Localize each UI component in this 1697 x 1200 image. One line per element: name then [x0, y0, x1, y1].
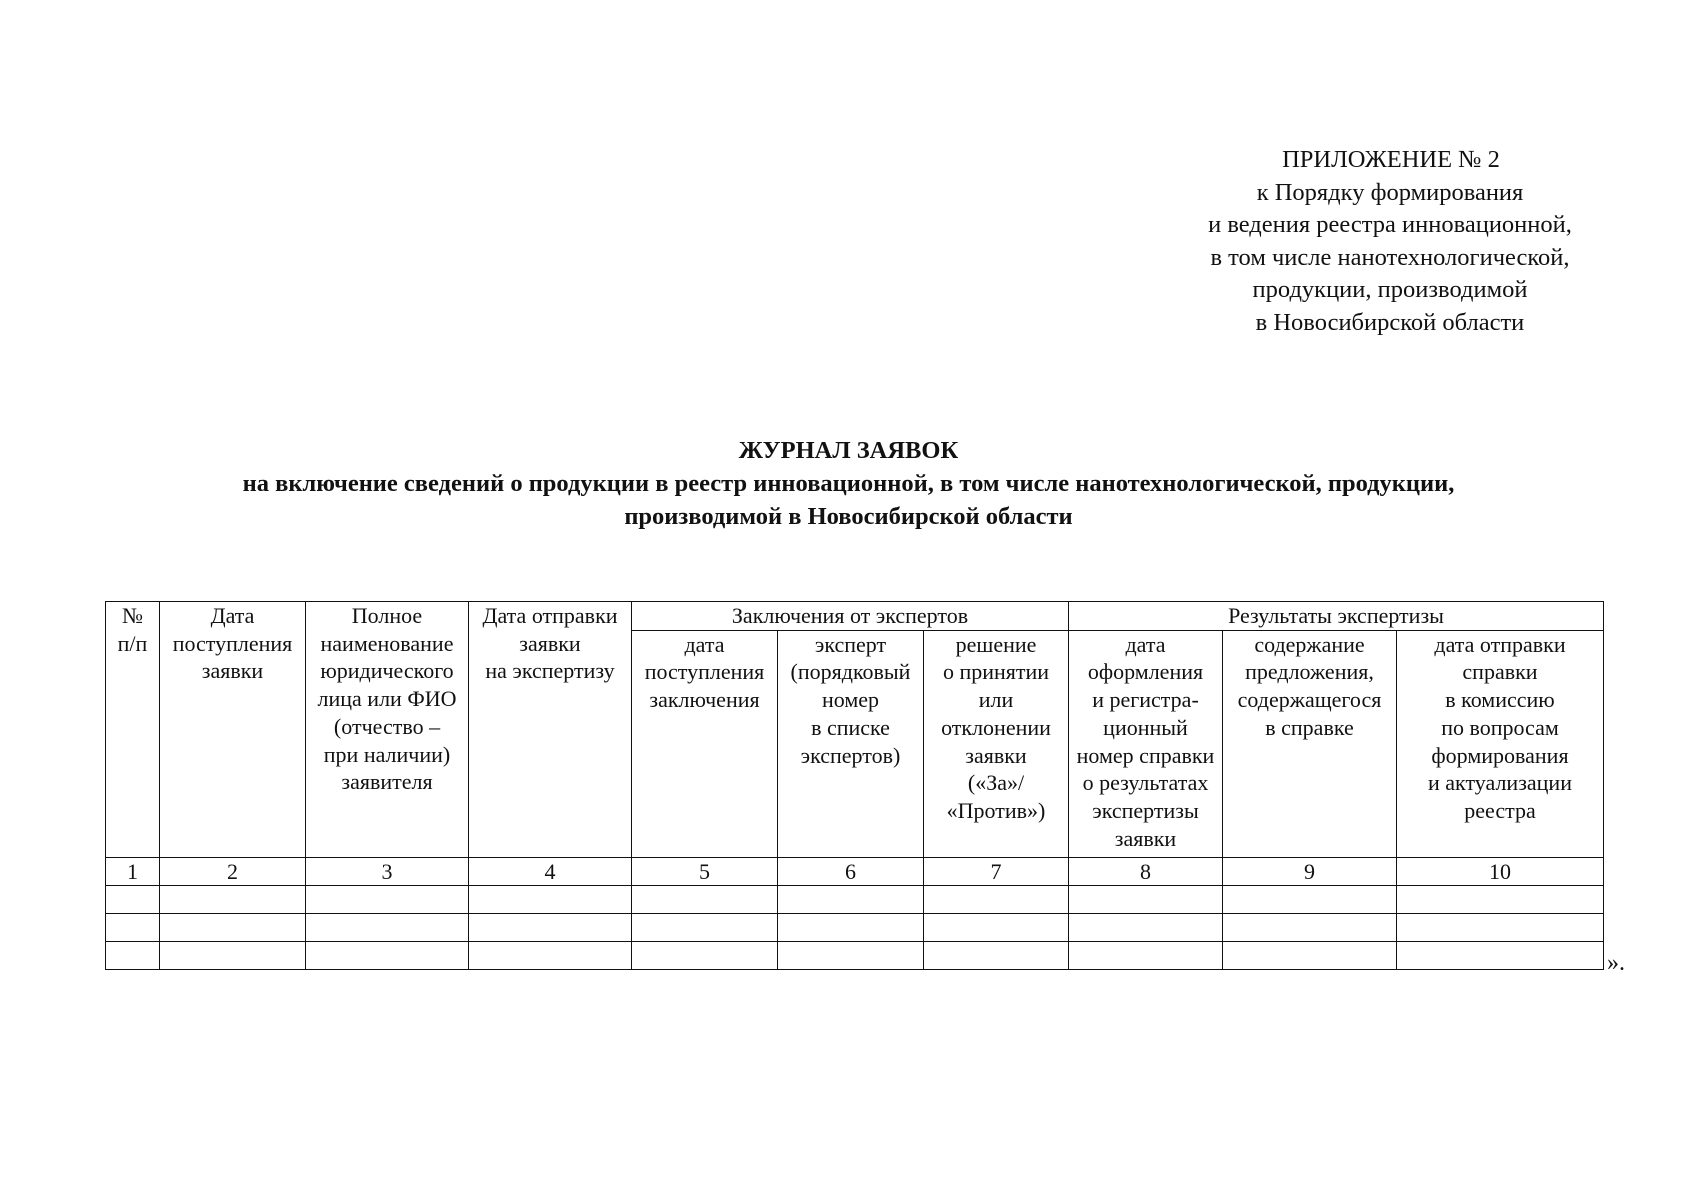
- header-group-review-results: Результаты экспертизы: [1069, 602, 1604, 631]
- empty-cell: [1223, 886, 1397, 914]
- appendix-line-6: в Новосибирской области: [1255, 308, 1525, 336]
- header-group-expert-conclusions: Заключения от экспертов: [632, 602, 1069, 631]
- appendix-line-5: продукции, производимой: [1252, 276, 1528, 303]
- table-header-row: [106, 602, 1604, 631]
- header-cell-sent-for-review-date: Дата отправки заявки на экспертизу: [469, 602, 632, 858]
- empty-cell: [160, 886, 306, 914]
- table-row: [106, 886, 1604, 914]
- journal-title: [60, 434, 1637, 533]
- header-cell-number: № п/п: [106, 602, 160, 858]
- appendix-line-1: ПРИЛОЖЕНИЕ № 2: [1282, 146, 1500, 173]
- empty-cell: [160, 914, 306, 942]
- empty-cell: [1397, 886, 1604, 914]
- appendix-line-3: и ведения реестра инновационной,: [1208, 211, 1572, 238]
- column-number-cell: 1: [106, 857, 160, 886]
- header-cell-certificate-number: дата оформления и регистра- ционный номер справки о результатах экспертизы заявки: [1069, 630, 1223, 857]
- header-cell-decision: решение о принятии или отклонении заявки («За»/ «Против»): [924, 630, 1069, 857]
- empty-cell: [306, 886, 469, 914]
- empty-cell: [1223, 914, 1397, 942]
- column-number-cell: 3: [306, 857, 469, 886]
- empty-cell: [106, 886, 160, 914]
- empty-cell: [778, 914, 924, 942]
- column-number-cell: 8: [1069, 857, 1223, 886]
- empty-cell: [1397, 942, 1604, 970]
- empty-cell: [469, 886, 632, 914]
- journal-heading: ЖУРНАЛ ЗАЯВОК: [738, 437, 959, 464]
- empty-cell: [106, 914, 160, 942]
- empty-cell: [1069, 942, 1223, 970]
- empty-cell: [1397, 914, 1604, 942]
- column-number-cell: 5: [632, 857, 778, 886]
- column-number-cell: 6: [778, 857, 924, 886]
- empty-cell: [632, 942, 778, 970]
- column-number-cell: 7: [924, 857, 1069, 886]
- empty-cell: [924, 914, 1069, 942]
- empty-cell: [1069, 886, 1223, 914]
- empty-cell: [1069, 914, 1223, 942]
- journal-subheading-line-2: производимой в Новосибирской области: [624, 503, 1073, 530]
- empty-cell: [469, 942, 632, 970]
- empty-cell: [306, 942, 469, 970]
- column-number-cell: 2: [160, 857, 306, 886]
- column-number-row: [106, 857, 1604, 886]
- empty-cell: [632, 914, 778, 942]
- appendix-header: [1140, 144, 1640, 339]
- closing-quote-mark: ».: [1607, 950, 1625, 976]
- header-cell-expert: эксперт (порядковый номер в списке экспертов): [778, 630, 924, 857]
- empty-cell: [469, 914, 632, 942]
- table-row: [106, 942, 1604, 970]
- empty-cell: [778, 886, 924, 914]
- appendix-line-4: в том числе нанотехнологической,: [1210, 243, 1570, 271]
- column-number-cell: 4: [469, 857, 632, 886]
- header-cell-commission-sent-date: дата отправки справки в комиссию по вопросам формирования и актуализации реестра: [1397, 630, 1604, 857]
- empty-cell: [160, 942, 306, 970]
- column-number-cell: 10: [1397, 857, 1604, 886]
- journal-subheading-line-1: на включение сведений о продукции в реестр инновационной, в том числе нанотехнологической, продукции,: [242, 470, 1455, 497]
- empty-cell: [106, 942, 160, 970]
- column-number-cell: 9: [1223, 857, 1397, 886]
- header-cell-proposal-content: содержание предложения, содержащегося в справке: [1223, 630, 1397, 857]
- empty-cell: [306, 914, 469, 942]
- header-cell-conclusion-date: дата поступления заключения: [632, 630, 778, 857]
- empty-cell: [924, 942, 1069, 970]
- table-row: [106, 914, 1604, 942]
- header-cell-applicant-name: Полное наименование юридического лица или ФИО (отчество – при наличии) заявителя: [306, 602, 469, 858]
- empty-cell: [778, 942, 924, 970]
- applications-journal-table: [105, 601, 1604, 970]
- empty-cell: [1223, 942, 1397, 970]
- appendix-line-2: к Порядку формирования: [1256, 178, 1524, 206]
- header-cell-received-date: Дата поступления заявки: [160, 602, 306, 858]
- empty-cell: [924, 886, 1069, 914]
- empty-cell: [632, 886, 778, 914]
